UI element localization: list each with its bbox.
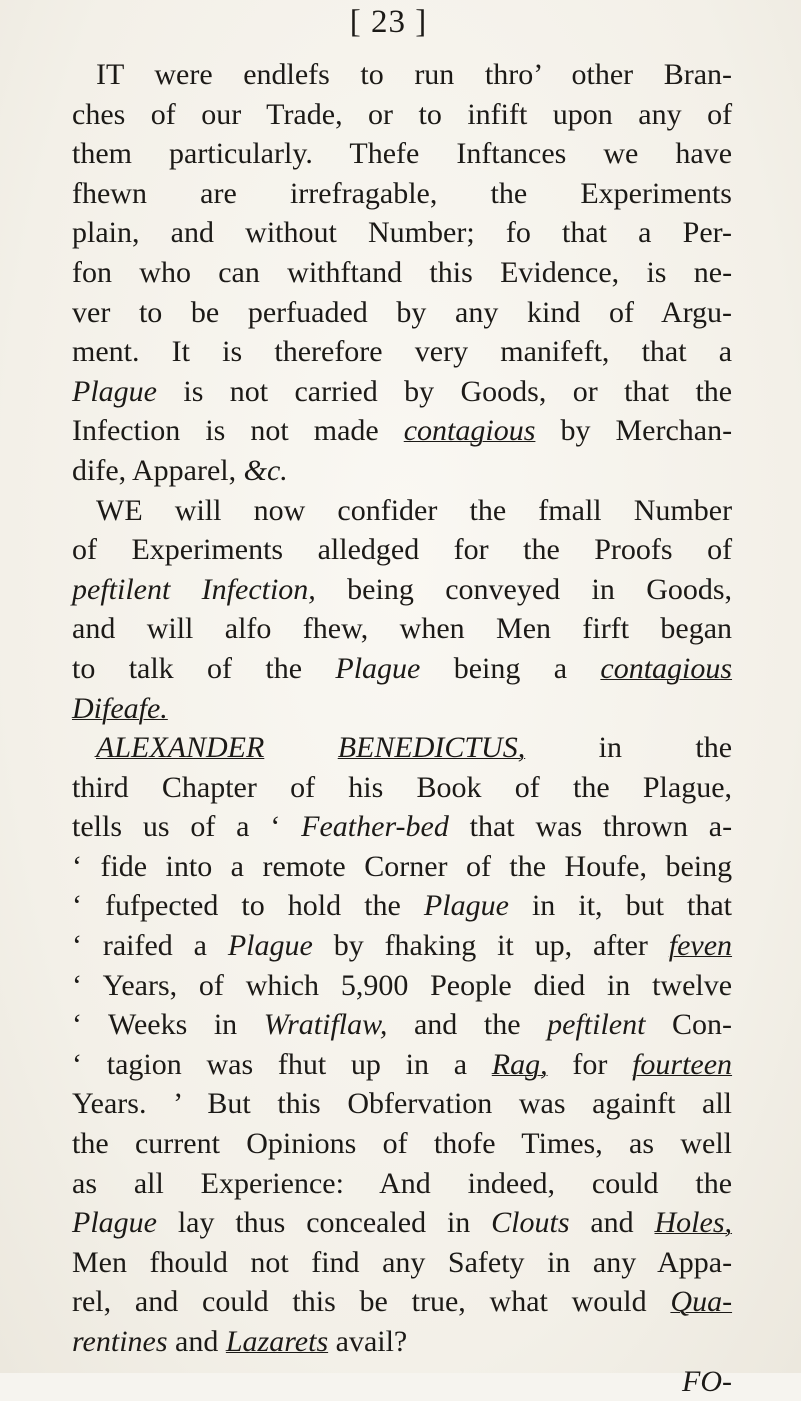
text-line: rentines and Lazarets avail? [72,1325,408,1358]
text-line: fon who can withftand this Evidence, is ne- [72,255,733,289]
text-line: ‘ raifed a Plague by fhaking it up, after feven [72,929,733,963]
text-line: third Chapter of his Book of the Plague, [72,770,733,804]
page-number: [ 23 ] [349,4,428,40]
text-line: dife, Apparel, &c. [72,453,288,487]
text-line: tells us of a ‘ Feather-bed that was thrown a- [72,810,733,844]
text-line: to talk of the Plague being a contagious [72,651,733,685]
text-line: WE will now confider the fmall Number [96,493,733,527]
text-line: them particularly. Thefe Inftances we have [72,137,733,171]
text-line: Plague lay thus concealed in Clouts and Holes, [72,1206,733,1240]
text-line: ver to be perfuaded by any kind of Argu- [72,295,733,329]
body-text [72,55,732,1401]
text-line: ALEXANDER BENEDICTUS, in the [96,731,733,765]
text-line: ches of our Trade, or to infift upon any of [72,97,733,131]
text-line: ‘ fide into a remote Corner of the Houfe, being [72,849,733,883]
text-line: of Experiments alledged for the Proofs of [72,533,733,567]
text-line: ‘ tagion was fhut up in a Rag, for fourteen [72,1047,733,1081]
text-line: Plague is not carried by Goods, or that the [72,374,733,408]
text-line: Years. ’ But this Obfervation was againft all [72,1087,733,1121]
text-line: plain, and without Number; fo that a Per- [72,216,733,250]
text-line: peftilent Infection, being conveyed in Goods, [72,572,733,606]
text-line: rel, and could this be true, what would Qua- [72,1285,733,1319]
text-line: IT were endlefs to run thro’ other Bran- [96,58,733,91]
text-line: ‘ Weeks in Wratiflaw, and the peftilent Con- [72,1008,733,1042]
text-line: ‘ Years, of which 5,900 People died in twelve [72,968,733,1002]
text-line: as all Experience: And indeed, could the [72,1166,733,1200]
text-line: Men fhould not find any Safety in any Appa- [72,1245,733,1279]
text-line: ment. It is therefore very manifeft, that a [72,335,733,369]
text-line: fhewn are irrefragable, the Experiments [72,176,732,210]
text-line: and will alfo fhew, when Men firft began [72,612,733,646]
text-line: Difeafe. [72,691,168,725]
text-line: the current Opinions of thofe Times, as well [72,1127,733,1161]
text-line: Infection is not made contagious by Merchan- [72,414,733,448]
text-line: ‘ fufpected to hold the Plague in it, but that [72,889,733,923]
catchword: FO- [682,1364,732,1398]
